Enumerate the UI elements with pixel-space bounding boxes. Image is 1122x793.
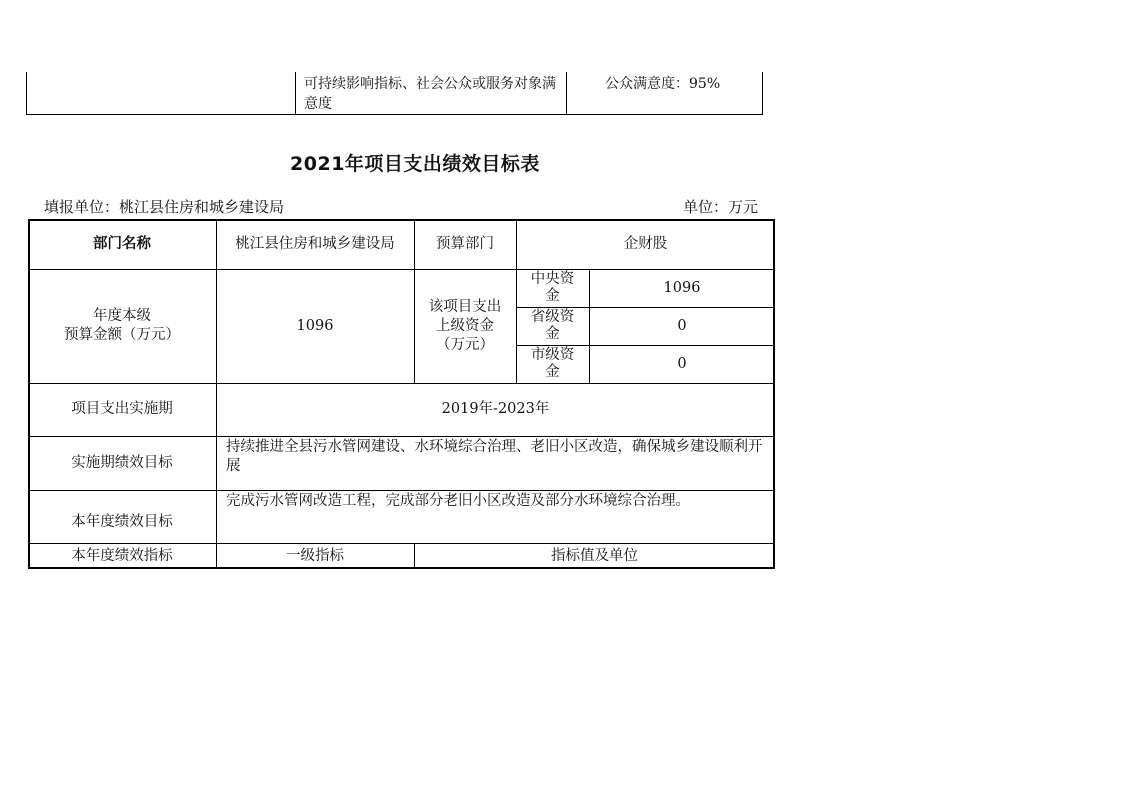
city-funds-label: 市级资 金 <box>530 347 575 380</box>
indicator-value-header: 指标值及单位 <box>551 547 638 564</box>
period-goal-value: 持续推进全县污水管网建设、水环境综合治理、老旧小区改造，确保城乡建设顺利开展 <box>226 439 763 474</box>
central-funds-value: 1096 <box>663 279 701 296</box>
dept-name-label: 部门名称 <box>93 235 151 252</box>
city-funds-value: 0 <box>677 355 687 372</box>
upper-funds-label: 该项目支出 上级资金 （万元） <box>428 298 502 353</box>
fragment-left-border <box>26 72 27 115</box>
fragment-divider-1 <box>295 72 296 115</box>
fragment-indicator-text: 可持续影响指标、社会公众或服务对象满意度 <box>304 76 556 112</box>
filling-unit: 填报单位：桃江县住房和城乡建设局 <box>44 198 285 216</box>
previous-table-fragment <box>0 0 1122 120</box>
annual-goal-label: 本年度绩效目标 <box>71 514 173 530</box>
annual-budget-value: 1096 <box>296 317 334 334</box>
budget-dept-label: 预算部门 <box>436 235 494 252</box>
fragment-right-border <box>762 72 763 115</box>
period-goal-label: 实施期绩效目标 <box>71 454 173 471</box>
fragment-bottom-border <box>26 114 763 115</box>
unit-label: 单位：万元 <box>683 198 759 216</box>
dept-name-value: 桃江县住房和城乡建设局 <box>235 235 395 252</box>
annual-goal-value: 完成污水管网改造工程，完成部分老旧小区改造及部分水环境综合治理。 <box>226 493 690 509</box>
document-title: 2021年项目支出绩效目标表 <box>290 153 540 175</box>
fragment-value-text: 公众满意度：95% <box>605 76 721 92</box>
central-funds-label: 中央资 金 <box>530 271 575 304</box>
performance-target-table <box>28 219 775 569</box>
annual-indicator-label: 本年度绩效指标 <box>71 547 173 564</box>
annual-budget-label: 年度本级 预算金额（万元） <box>64 308 180 343</box>
provincial-funds-value: 0 <box>677 317 687 334</box>
fragment-divider-2 <box>566 72 567 115</box>
level1-indicator-header: 一级指标 <box>286 547 344 564</box>
period-label: 项目支出实施期 <box>71 401 173 417</box>
period-value: 2019年-2023年 <box>441 401 550 417</box>
budget-dept-value: 企财股 <box>623 235 668 252</box>
provincial-funds-label: 省级资 金 <box>530 309 575 342</box>
